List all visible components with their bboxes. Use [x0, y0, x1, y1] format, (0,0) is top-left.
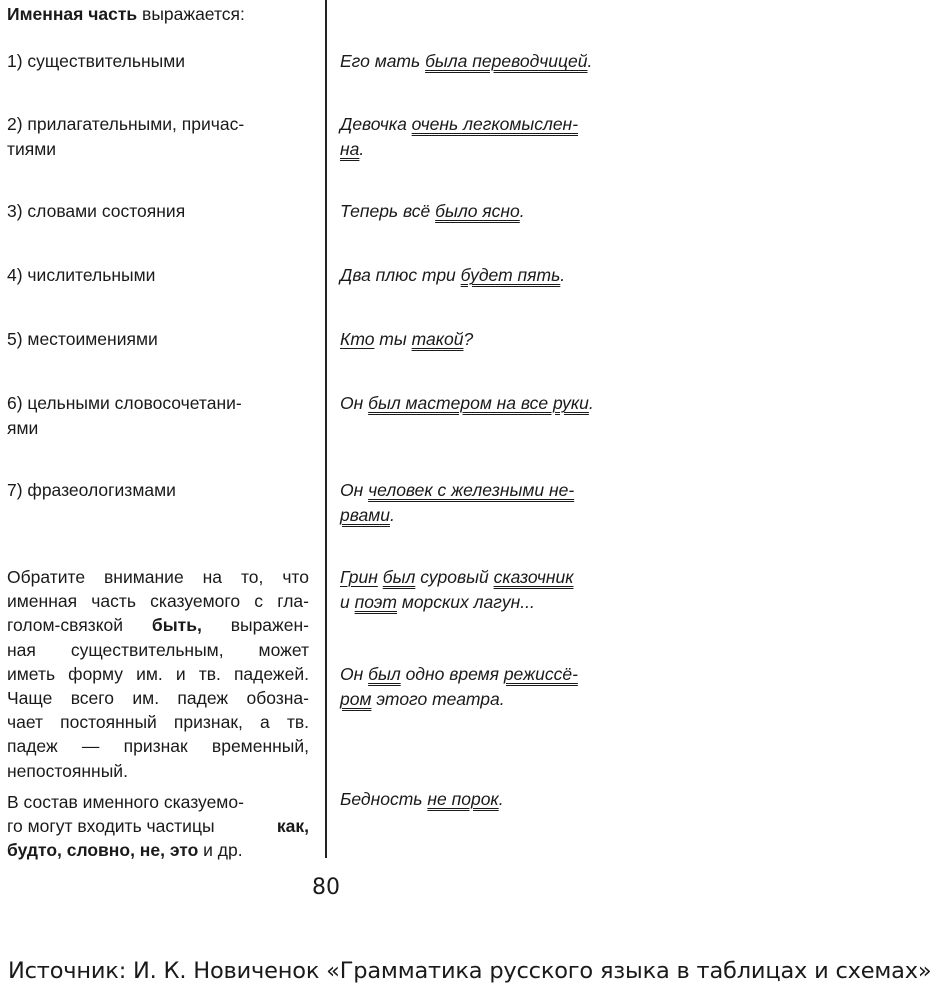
predicate: сказочник	[493, 567, 574, 587]
subject: Грин	[340, 567, 378, 587]
example-text: .	[560, 265, 566, 285]
example-on	[340, 662, 578, 686]
predicate: ром	[340, 689, 372, 709]
predicate: был	[368, 664, 401, 684]
note-line: иметь форму им. и тв. падежей.	[7, 663, 309, 684]
category-4: 4) числительными	[7, 265, 156, 285]
note-text: выражен-	[230, 615, 309, 636]
example-text: одно время	[400, 664, 504, 684]
example-text: Девочка	[340, 114, 412, 134]
note-text: и др.	[198, 840, 243, 861]
category-5: 5) местоимениями	[7, 329, 158, 349]
category-2-cont: тиями	[7, 139, 57, 159]
example-7-cont	[340, 503, 395, 527]
example-text: .	[498, 789, 504, 809]
note-line: Обратите внимание на то, что	[7, 567, 309, 587]
note-text: го могут входить частицы	[7, 816, 215, 837]
example-text: .	[587, 51, 593, 71]
note-line: непостоянный.	[7, 760, 128, 781]
note-bold: будто, словно, не, это	[7, 840, 199, 861]
example-text: .	[519, 201, 525, 221]
example-text: Его мать	[340, 51, 426, 71]
predicate: очень легкомыслен-	[411, 114, 579, 134]
intro-line	[7, 2, 245, 26]
column-divider	[325, 0, 327, 858]
subject: Кто	[340, 329, 375, 349]
example-6	[340, 391, 594, 415]
example-text: ты	[374, 329, 412, 349]
predicate: будет пять	[460, 265, 561, 285]
example-text: этого театра.	[371, 689, 505, 709]
example-text: ?	[463, 329, 474, 349]
intro-bold: Именная часть	[7, 4, 138, 24]
example-text: морских лагун...	[396, 592, 535, 612]
category-2: 2) прилагательными, причас-	[7, 114, 245, 134]
example-text: Он	[340, 480, 369, 500]
note-line: именная часть сказуемого с гла-	[7, 591, 309, 612]
example-grin	[340, 565, 574, 589]
note-line	[7, 613, 309, 637]
example-text: и	[340, 592, 355, 612]
example-text: Он	[340, 393, 369, 413]
example-4	[340, 263, 565, 287]
example-2-cont	[340, 137, 364, 161]
example-text: .	[389, 505, 395, 525]
note-line	[7, 814, 309, 838]
predicate: был мастером на все руки	[368, 393, 589, 413]
predicate: на	[340, 139, 360, 159]
example-1	[340, 49, 592, 73]
predicate: рвами	[340, 505, 390, 525]
predicate: не порок	[427, 789, 499, 809]
page-number: 80	[312, 875, 340, 900]
note-bold: как,	[276, 816, 309, 837]
source-caption: Источник: И. К. Новиченок «Грамматика русского языка в таблицах и схемах»	[8, 958, 931, 984]
example-text: Теперь всё	[340, 201, 436, 221]
note-line: В состав именного сказуемо-	[7, 792, 244, 812]
note-bold: быть,	[151, 615, 202, 636]
predicate: был	[382, 567, 416, 587]
subject: Бедность	[340, 789, 423, 809]
category-6: 6) цельными словосочетани-	[7, 393, 242, 413]
example-on-cont	[340, 687, 505, 711]
note-line	[7, 838, 309, 862]
category-7: 7) фразеологизмами	[7, 480, 176, 500]
predicate: было ясно	[435, 201, 520, 221]
category-3: 3) словами состояния	[7, 201, 186, 221]
example-text: суровый	[415, 567, 494, 587]
example-3	[340, 199, 525, 223]
example-7	[340, 478, 574, 502]
note-line: Чаще всего им. падеж обозна-	[7, 688, 309, 709]
example-text: Он	[340, 664, 369, 684]
predicate: была переводчицей	[425, 51, 588, 71]
predicate: поэт	[354, 592, 397, 612]
example-5	[340, 327, 473, 351]
example-text: .	[359, 139, 365, 159]
note-paragraph-2	[7, 790, 309, 863]
note-line: ная существительным, может	[7, 639, 309, 660]
intro-rest: выражается:	[137, 4, 245, 24]
example-text: .	[588, 393, 594, 413]
note-line: падеж — признак временный,	[7, 736, 309, 757]
note-text: голом-связкой	[7, 615, 124, 636]
category-6-cont: ями	[7, 418, 39, 438]
category-1: 1) существительными	[7, 51, 186, 71]
note-line: чает постоянный признак, а тв.	[7, 712, 309, 733]
predicate: человек с железными не-	[368, 480, 575, 500]
example-text: Два плюс три	[340, 265, 461, 285]
example-grin-cont	[340, 590, 535, 614]
predicate: такой	[411, 329, 464, 349]
predicate: режиссё-	[503, 664, 578, 684]
example-bednost	[340, 787, 504, 811]
note-paragraph	[7, 565, 309, 783]
example-2	[340, 112, 578, 136]
